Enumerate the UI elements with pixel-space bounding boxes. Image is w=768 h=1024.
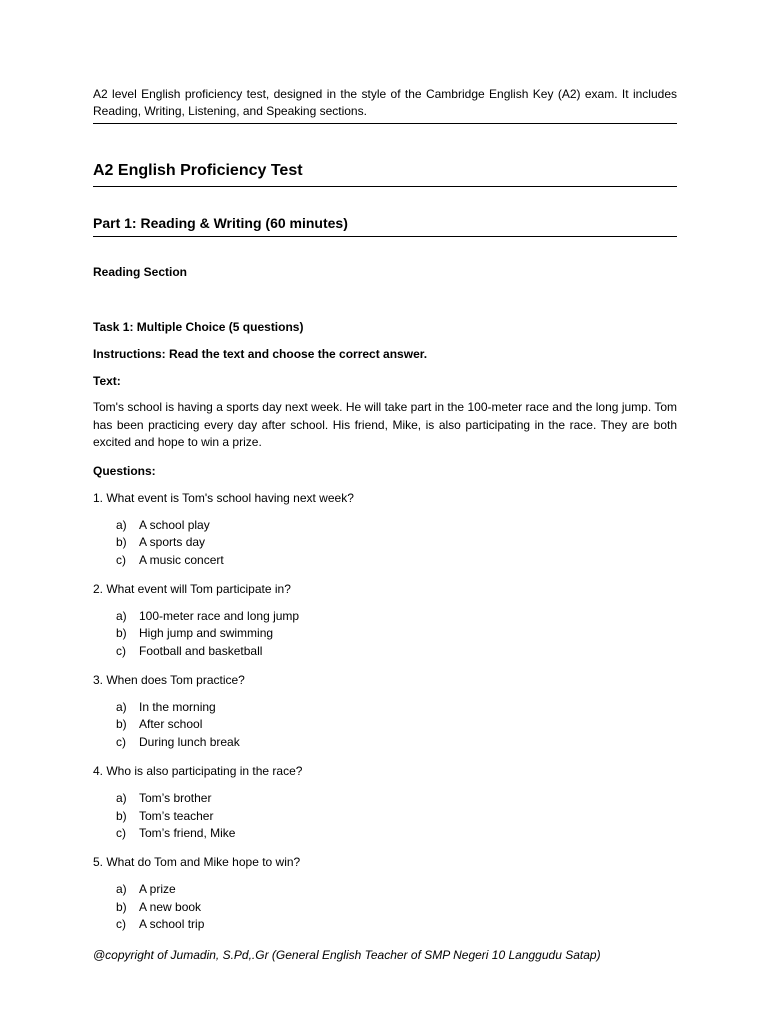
task-heading: Task 1: Multiple Choice (5 questions): [93, 320, 304, 334]
option-letter: a): [116, 699, 127, 714]
option-text: A music concert: [139, 552, 224, 567]
option-item: [116, 734, 677, 752]
question-block: [93, 854, 677, 934]
question-block: [93, 763, 677, 843]
option-item: [116, 552, 677, 570]
option-letter: b): [116, 808, 127, 823]
section-heading: Reading Section: [93, 265, 188, 279]
option-letter: a): [116, 608, 127, 623]
option-text: High jump and swimming: [139, 626, 274, 641]
option-item: [116, 808, 677, 826]
option-item: [116, 899, 677, 917]
option-list: [93, 699, 677, 752]
option-list: [93, 517, 677, 570]
option-text: A school trip: [139, 917, 205, 932]
option-item: [116, 716, 677, 734]
option-item: [116, 517, 677, 535]
intro-paragraph: A2 level English proficiency test, designed in the style of the Cambridge English Key (A2) exam. It includes Reading, Writing, Listening, and Speaking sections.: [93, 86, 677, 124]
instructions: Instructions: Read the text and choose the correct answer.: [93, 347, 428, 361]
option-item: [116, 534, 677, 552]
reading-passage: Tom's school is having a sports day next week. He will take part in the 100-meter race and the long jump. Tom has been practicing every day after school. His friend, Mike, is also participating in the race. They are both excited and hope to win a prize.: [93, 400, 677, 449]
option-item: [116, 825, 677, 843]
option-list: [93, 790, 677, 843]
option-text: A sports day: [139, 535, 206, 550]
option-letter: c): [116, 826, 126, 841]
copyright-footer: @copyright of Jumadin, S.Pd,.Gr (General English Teacher of SMP Negeri 10 Langgudu Satap): [93, 948, 601, 962]
document-page: [93, 86, 677, 934]
option-text: In the morning: [139, 699, 216, 714]
option-letter: a): [116, 881, 127, 896]
option-item: [116, 790, 677, 808]
option-letter: c): [116, 552, 126, 567]
option-letter: b): [116, 626, 127, 641]
option-item: [116, 881, 677, 899]
text-label: Text:: [93, 374, 121, 388]
option-letter: c): [116, 735, 126, 750]
option-item: [116, 608, 677, 626]
question-text: 2. What event will Tom participate in?: [93, 581, 291, 596]
option-text: Tom’s brother: [139, 790, 212, 805]
option-letter: c): [116, 644, 126, 659]
option-item: [116, 699, 677, 717]
option-text: Tom’s teacher: [139, 808, 214, 823]
option-letter: b): [116, 717, 127, 732]
option-letter: b): [116, 535, 127, 550]
option-text: Tom’s friend, Mike: [139, 826, 236, 841]
question-text: 4. Who is also participating in the race?: [93, 763, 303, 778]
option-text: During lunch break: [139, 735, 240, 750]
page-title: A2 English Proficiency Test: [93, 161, 677, 187]
option-letter: b): [116, 899, 127, 914]
option-list: [93, 608, 677, 661]
question-block: [93, 581, 677, 661]
questions-label: Questions:: [93, 463, 156, 478]
option-item: [116, 625, 677, 643]
option-text: A new book: [139, 899, 202, 914]
question-block: [93, 490, 677, 570]
part-heading: Part 1: Reading & Writing (60 minutes): [93, 214, 677, 237]
option-list: [93, 881, 677, 934]
option-text: 100-meter race and long jump: [139, 608, 300, 623]
option-text: Football and basketball: [139, 644, 263, 659]
option-letter: a): [116, 790, 127, 805]
option-text: A prize: [139, 881, 176, 896]
question-text: 1. What event is Tom's school having next week?: [93, 490, 354, 505]
question-text: 5. What do Tom and Mike hope to win?: [93, 854, 301, 869]
question-block: [93, 672, 677, 752]
option-item: [116, 916, 677, 934]
question-text: 3. When does Tom practice?: [93, 672, 245, 687]
option-letter: a): [116, 517, 127, 532]
option-letter: c): [116, 917, 126, 932]
option-text: After school: [139, 717, 203, 732]
option-text: A school play: [139, 517, 210, 532]
option-item: [116, 643, 677, 661]
